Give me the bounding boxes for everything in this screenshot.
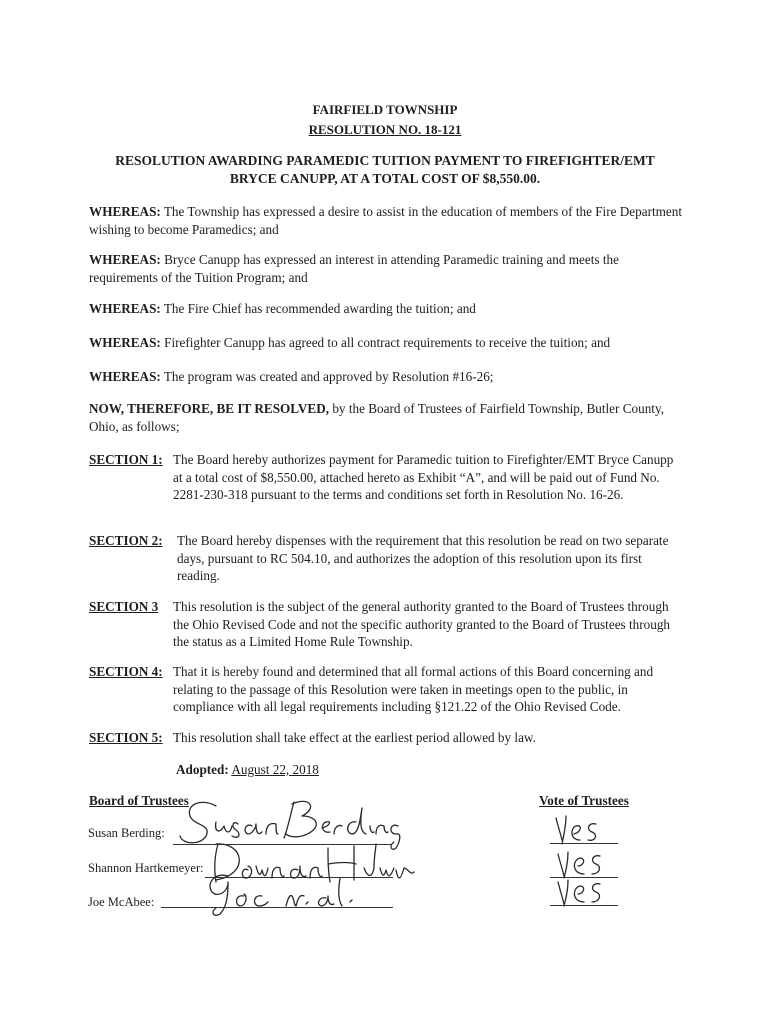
resolution-subject	[0, 152, 770, 188]
section-text: This resolution is the subject of the general authority granted to the Board of Trustees through the Ohio Revised Code and not the specific authority granted to the Board of Trustees through the status as a Limited Home Rule Township.	[173, 599, 671, 649]
resolved-clause	[89, 400, 689, 435]
section-text: The Board hereby dispenses with the requirement that this resolution be read on two separate days, pursuant to RC 504.10, and authorizes the adoption of this resolution upon its first reading.	[177, 533, 669, 583]
whereas-label: WHEREAS:	[89, 301, 161, 316]
trustee-name-2: Shannon Hartkemeyer:	[88, 861, 204, 875]
resolved-text: by the Board of Trustees of Fairfield Township, Butler County, Ohio, as follows;	[89, 401, 665, 434]
section-label: SECTION 3	[89, 599, 159, 614]
section-label: SECTION 2:	[89, 533, 163, 548]
resolved-label: NOW, THEREFORE, BE IT RESOLVED,	[89, 401, 330, 416]
whereas-text: The program was created and approved by Resolution #16-26;	[163, 369, 494, 384]
vote-heading: Vote of Trustees	[539, 793, 629, 808]
whereas-clause-4	[89, 334, 689, 352]
section-text: The Board hereby authorizes payment for Paramedic tuition to Firefighter/EMT Bryce Canupp at a total cost of $8,550.00, attached hereto as Exhibit “A”, and will be paid out of Fund No. 2281-230-318 pursuant to the terms and conditions set forth in Resolution No. 16-26.	[173, 452, 674, 502]
section-text: That it is hereby found and determined that all formal actions of this Board concerning and relating to the passage of this Resolution were taken in meetings open to the public, in compliance with all legal requirements including §121.22 of the Ohio Revised Code.	[173, 664, 654, 714]
whereas-label: WHEREAS:	[89, 369, 161, 384]
adopted-label: Adopted:	[176, 762, 229, 777]
whereas-label: WHEREAS:	[89, 252, 161, 267]
whereas-label: WHEREAS:	[89, 335, 161, 350]
vote-yes-1	[552, 812, 612, 846]
whereas-clause-5	[89, 368, 689, 386]
whereas-clause-2	[89, 251, 689, 286]
township-title: FAIRFIELD TOWNSHIP	[312, 102, 458, 117]
vote-yes-3	[552, 874, 612, 908]
whereas-clause-1	[89, 203, 689, 238]
section-label: SECTION 5:	[89, 730, 163, 745]
whereas-label: WHEREAS:	[89, 204, 161, 219]
whereas-clause-3	[89, 300, 689, 318]
resolution-number: RESOLUTION NO. 18-121	[308, 122, 462, 137]
adopted-date: August 22, 2018	[231, 762, 319, 777]
signature-joe-mcabee	[200, 868, 360, 918]
trustee-name-3: Joe McAbee:	[88, 895, 155, 909]
board-heading: Board of Trustees	[89, 793, 189, 808]
subject-line-1: RESOLUTION AWARDING PARAMEDIC TUITION PAYMENT TO FIREFIGHTER/EMT	[115, 153, 655, 168]
section-label: SECTION 1:	[89, 452, 163, 467]
trustee-name-1: Susan Berding:	[88, 826, 165, 840]
whereas-text: The Fire Chief has recommended awarding the tuition; and	[163, 301, 476, 316]
section-label: SECTION 4:	[89, 664, 163, 679]
whereas-text: Firefighter Canupp has agreed to all contract requirements to receive the tuition; and	[164, 335, 611, 350]
whereas-text: The Township has expressed a desire to assist in the education of members of the Fire Department wishing to become Paramedics; and	[89, 204, 683, 237]
adopted-line	[176, 762, 319, 778]
subject-line-2: BRYCE CANUPP, AT A TOTAL COST OF $8,550.00.	[229, 171, 541, 186]
whereas-text: Bryce Canupp has expressed an interest in attending Paramedic training and meets the requirements of the Tuition Program; and	[89, 252, 619, 285]
section-text: This resolution shall take effect at the earliest period allowed by law.	[173, 730, 536, 745]
